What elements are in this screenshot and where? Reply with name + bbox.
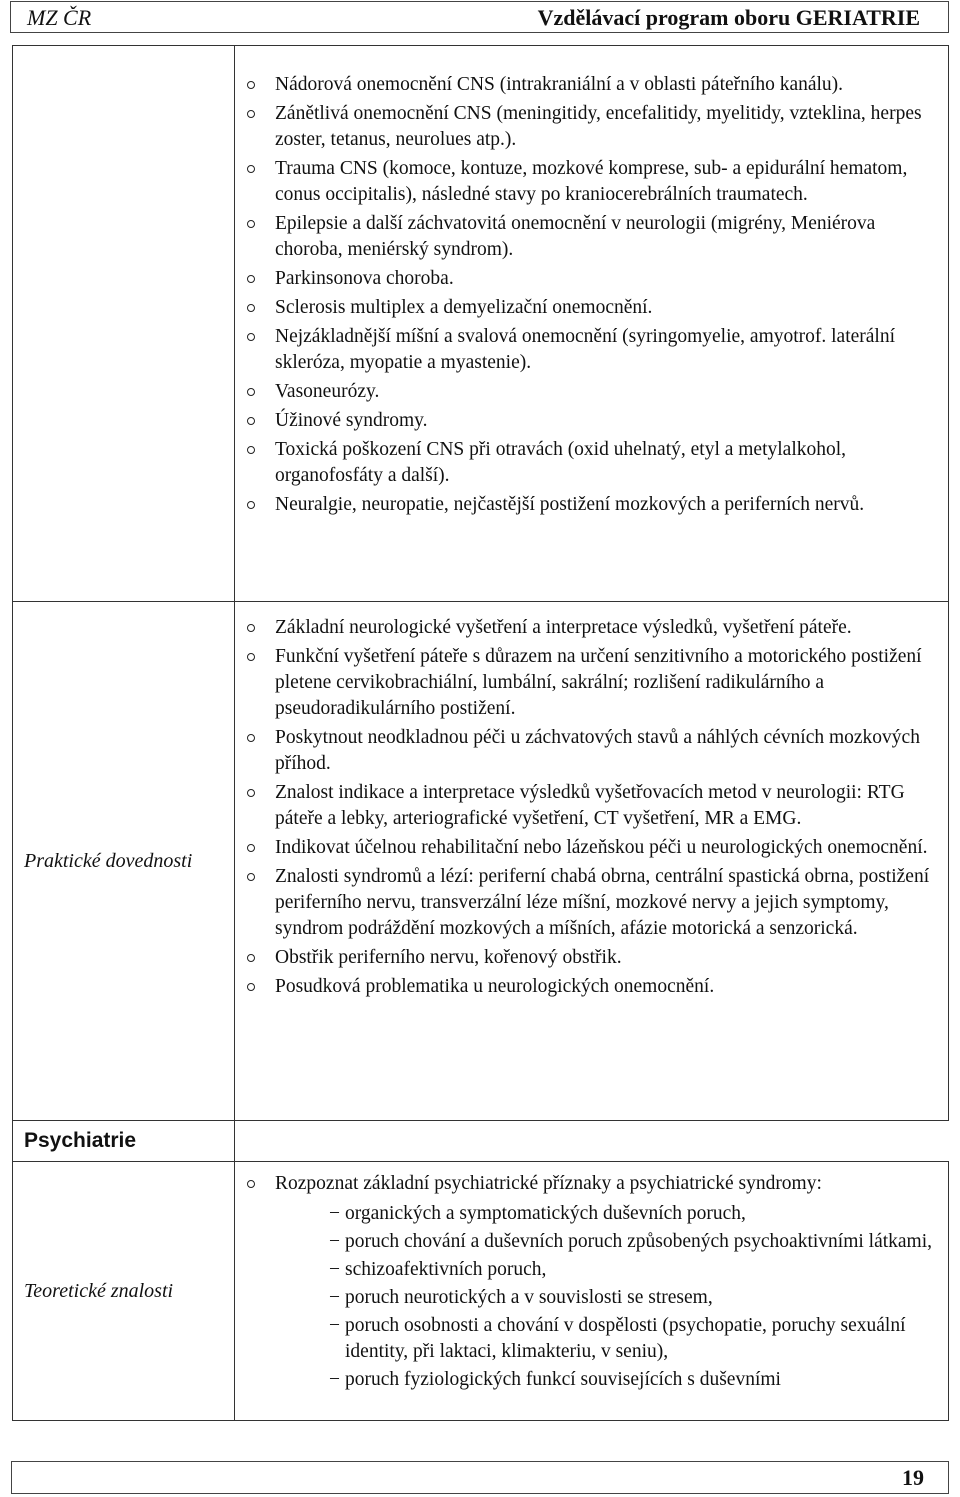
- list-item: Rozpoznat základní psychiatrické příznaky a psychiatrické syndromy: − organických a symptomatických duševních poruch, − poruch chování a duševních poruch způsobených psychoaktivními látkami, − schizoafektivních poruch, − poruch neurotických a v souvislosti se stresem, − poruch osobnosti a chování v dospělosti (psychopatie, poruchy sexuální identity, při laktaci, klimakteriu, v seniu), − poruch fyziologických funkcí souvisejících s duševními: [275, 1171, 934, 1393]
- bullet-icon: [247, 165, 255, 173]
- page-footer: [11, 1461, 949, 1494]
- bullet-icon: [247, 983, 255, 991]
- row-neurology-diseases: [13, 46, 949, 602]
- row-psychiatry: [13, 1121, 949, 1162]
- bullet-icon: [247, 873, 255, 881]
- bullet-icon: [247, 954, 255, 962]
- bullet-icon: [247, 734, 255, 742]
- neurology-diseases-cell: [235, 46, 949, 602]
- bullet-icon: [247, 653, 255, 661]
- bullet-icon: [247, 304, 255, 312]
- bullet-icon: [247, 220, 255, 228]
- list-item: Posudková problematika u neurologických onemocnění.: [275, 974, 934, 1000]
- neurology-diseases-list: [235, 46, 948, 518]
- practical-skills-label-cell: [13, 602, 235, 1121]
- list-item: Nejzákladnější míšní a svalová onemocnění (syringomyelie, amyotrof. laterální skleróza, myopatie a myastenie).: [275, 324, 934, 376]
- practical-skills-list: [235, 602, 948, 1000]
- list-item: Znalosti syndromů a lézí: periferní chabá obrna, centrální spastická obrna, postižení periferního nervu, transverzální léze míšní, mozkové nervy a jejich symptomy, syndrom podráždění mozkových a míšních, afázie motorická a senzorická.: [275, 864, 934, 942]
- sublist-item: − poruch osobnosti a chování v dospělosti (psychopatie, poruchy sexuální identity, při laktaci, klimakteriu, v seniu),: [329, 1315, 906, 1362]
- theoretical-knowledge-label-cell: [13, 1162, 235, 1421]
- header-program-title: Vzdělávací program oboru GERIATRIE: [537, 5, 920, 30]
- bullet-icon: [247, 81, 255, 89]
- list-item: Základní neurologické vyšetření a interpretace výsledků, vyšetření páteře.: [275, 615, 934, 641]
- sublist-item: − organických a symptomatických duševních poruch,: [329, 1203, 746, 1224]
- practical-skills-cell: [235, 602, 949, 1121]
- list-item: Zánětlivá onemocnění CNS (meningitidy, encefalitidy, myelitidy, vzteklina, herpes zoster, tetanus, neurolues atp.).: [275, 101, 934, 153]
- list-item: Neuralgie, neuropatie, nejčastější postižení mozkových a periferních nervů.: [275, 492, 934, 518]
- psychiatry-label-cell: [13, 1121, 235, 1162]
- page-header: [10, 1, 949, 33]
- list-item: Toxická poškození CNS při otravách (oxid uhelnatý, etyl a metylalkohol, organofosfáty a další).: [275, 437, 934, 489]
- list-item: Parkinsonova choroba.: [275, 266, 934, 292]
- bullet-icon: [247, 446, 255, 454]
- theoretical-knowledge-list: [235, 1162, 948, 1393]
- theoretical-knowledge-label: Teoretické znalosti: [24, 1279, 174, 1302]
- bullet-icon: [247, 1180, 255, 1188]
- list-item: Obstřik periferního nervu, kořenový obstřik.: [275, 945, 934, 971]
- theoretical-knowledge-cell: [235, 1162, 949, 1421]
- bullet-icon: [247, 110, 255, 118]
- bullet-icon: [247, 624, 255, 632]
- bullet-icon: [247, 275, 255, 283]
- page-number: 19: [902, 1465, 924, 1490]
- list-item: Funkční vyšetření páteře s důrazem na určení senzitivního a motorického postižení pletene cervikobrachiální, lumbální, sakrální; rozlišení radikulárního a pseudoradikulárního postižení.: [275, 644, 934, 722]
- list-item: Nádorová onemocnění CNS (intrakraniální a v oblasti páteřního kanálu).: [275, 72, 934, 98]
- practical-skills-label: Praktické dovednosti: [24, 849, 193, 872]
- sublist-item: − poruch neurotických a v souvislosti se stresem,: [329, 1287, 713, 1308]
- list-item: Trauma CNS (komoce, kontuze, mozkové komprese, sub- a epidurální hematom, conus occipitalis), následné stavy po kraniocerebrálních traumatech.: [275, 156, 934, 208]
- list-item: Sclerosis multiplex a demyelizační onemocnění.: [275, 295, 934, 321]
- sublist-item: − poruch fyziologických funkcí souvisejících s duševními: [329, 1369, 781, 1390]
- header-ministry: MZ ČR: [27, 5, 92, 30]
- list-item: Znalost indikace a interpretace výsledků vyšetřovacích metod v neurologii: RTG páteře a lebky, arteriografické vyšetření, CT vyšetření, MR a EMG.: [275, 780, 934, 832]
- psychiatry-heading: Psychiatrie: [24, 1129, 137, 1152]
- list-item: Indikovat účelnou rehabilitační nebo lázeňskou péči u neurologických onemocnění.: [275, 835, 934, 861]
- list-item: Úžinové syndromy.: [275, 408, 934, 434]
- bullet-icon: [247, 789, 255, 797]
- bullet-icon: [247, 417, 255, 425]
- sublist-item: − schizoafektivních poruch,: [329, 1259, 547, 1280]
- curriculum-table: [12, 45, 949, 1421]
- row-practical-skills: [13, 602, 949, 1121]
- psychiatry-spacer-cell: [235, 1121, 949, 1162]
- bullet-icon: [247, 844, 255, 852]
- empty-label-cell: [13, 46, 235, 602]
- syndrome-sublist: [275, 1201, 934, 1393]
- sublist-item: − poruch chování a duševních poruch způsobených psychoaktivními látkami,: [329, 1231, 933, 1252]
- list-item: Vasoneurózy.: [275, 379, 934, 405]
- bullet-icon: [247, 501, 255, 509]
- bullet-icon: [247, 333, 255, 341]
- list-item: Epilepsie a další záchvatovitá onemocnění v neurologii (migrény, Meniérova choroba, meniérský syndrom).: [275, 211, 934, 263]
- list-item: Poskytnout neodkladnou péči u záchvatových stavů a náhlých cévních mozkových příhod.: [275, 725, 934, 777]
- row-theoretical-knowledge: [13, 1162, 949, 1421]
- bullet-icon: [247, 388, 255, 396]
